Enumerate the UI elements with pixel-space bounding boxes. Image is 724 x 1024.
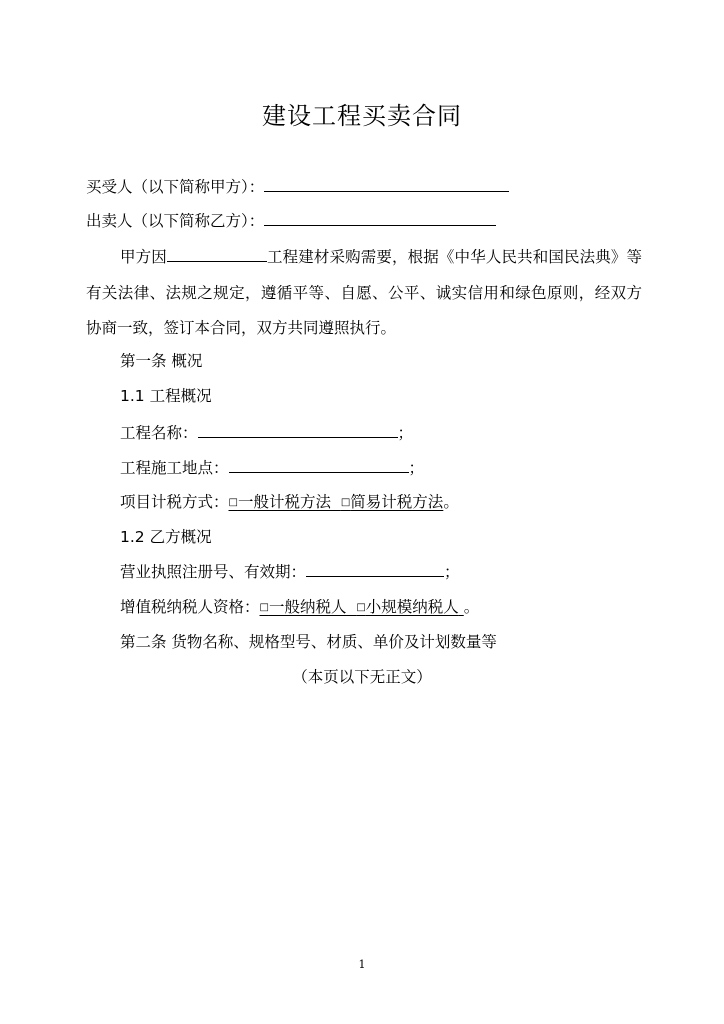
vat-options xyxy=(260,598,464,616)
vat-label: 增值税纳税人资格： xyxy=(120,598,260,616)
article-1-heading: 第一条 概况 xyxy=(120,352,203,370)
project-name-label: 工程名称： xyxy=(120,424,198,442)
semicolon: ； xyxy=(444,563,460,581)
vat-line xyxy=(120,597,479,618)
seller-line xyxy=(86,211,496,231)
project-location-line xyxy=(120,458,424,478)
checkbox-icon[interactable]: □ xyxy=(228,497,238,508)
section-1-2-heading: 1.2 乙方概况 xyxy=(120,528,212,546)
intro-prefix: 甲方因 xyxy=(120,248,167,266)
section-1-1-heading: 1.1 工程概况 xyxy=(120,387,212,405)
vat-option-general: 一般纳税人 xyxy=(268,598,347,616)
project-name-blank[interactable] xyxy=(198,423,398,438)
buyer-blank[interactable] xyxy=(264,177,509,192)
tax-method-option-simple: 简易计税方法 xyxy=(350,493,444,511)
seller-blank[interactable] xyxy=(264,211,496,226)
buyer-line xyxy=(86,177,509,197)
project-location-blank[interactable] xyxy=(229,458,409,473)
license-line xyxy=(120,562,460,582)
semicolon: ； xyxy=(397,424,414,442)
document-title: 建设工程买卖合同 xyxy=(262,102,462,130)
license-blank[interactable] xyxy=(306,562,444,577)
checkbox-icon[interactable]: □ xyxy=(259,602,269,613)
period: 。 xyxy=(443,493,459,511)
seller-label: 出卖人（以下简称乙方）： xyxy=(86,212,265,230)
semicolon: ； xyxy=(408,459,425,477)
tax-method-option-general: 一般计税方法 xyxy=(237,493,331,511)
buyer-label: 买受人（以下简称甲方）： xyxy=(86,178,265,196)
page-number: 1 xyxy=(358,958,366,971)
project-purpose-blank[interactable] xyxy=(167,247,267,262)
intro-paragraph xyxy=(86,240,642,347)
checkbox-icon[interactable]: □ xyxy=(340,497,351,508)
period: 。 xyxy=(463,598,480,616)
tax-method-options xyxy=(229,493,444,511)
end-of-text-note: （本页以下无正文） xyxy=(292,668,432,686)
license-label: 营业执照注册号、有效期： xyxy=(120,563,307,581)
project-location-label: 工程施工地点： xyxy=(120,459,229,477)
project-name-line xyxy=(120,423,413,443)
tax-method-label: 项目计税方式： xyxy=(120,493,229,511)
checkbox-icon[interactable]: □ xyxy=(356,602,366,613)
vat-option-small: 小规模纳税人 xyxy=(365,598,459,616)
article-2-heading: 第二条 货物名称、规格型号、材质、单价及计划数量等 xyxy=(120,633,497,651)
tax-method-line xyxy=(120,492,459,513)
intro-text: 工程建材采购需要，根据《中华人民共和国民法典》等有关法律、法规之规定，遵循平等、自愿、公平、诚实信用和绿色原则，经双方协商一致，签订本合同，双方共同遵照执行。 xyxy=(86,248,642,337)
